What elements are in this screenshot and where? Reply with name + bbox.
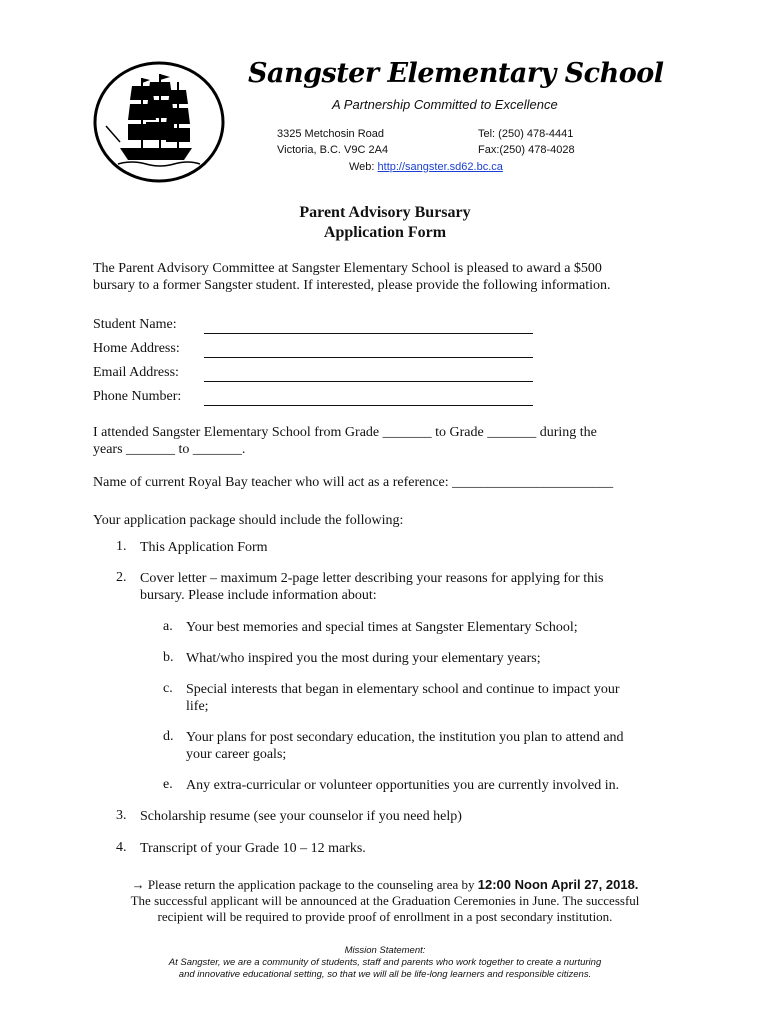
return-note-line-1 [60,877,710,893]
sub-item-d-line-1: Your plans for post secondary education, the institution you plan to attend and [186,730,624,745]
intro-paragraph [93,260,713,294]
item-number-1: 1. [116,539,127,554]
sub-item-c [186,681,686,715]
attended-paragraph [93,424,713,458]
mission-line-1: At Sangster, we are a community of students, staff and parents who work together to create a nurturing [168,957,602,968]
website-link[interactable]: http://sangster.sd62.bc.ca [377,161,503,173]
student-name-label: Student Name: [93,317,177,332]
package-intro: Your application package should include the following: [93,513,404,528]
return-note-prefix: → Please return the application package to the counseling area by [131,877,478,892]
sub-item-c-line-1: Special interests that began in elementary school and continue to impact your [186,682,620,697]
item-2-line-1: Cover letter – maximum 2-page letter describing your reasons for applying for this [140,571,604,586]
sub-item-d-line-2: your career goals; [186,747,287,762]
ship-logo-icon [92,60,226,184]
sub-item-letter-c: c. [163,681,173,696]
sub-item-d [186,729,686,763]
form-title-line-1: Parent Advisory Bursary [299,204,471,221]
phone-number-field[interactable] [204,404,533,406]
mission-line-2: and innovative educational setting, so that we will all be life-long learners and responsible citizens. [178,969,592,980]
website-line [349,161,503,173]
school-logo [92,60,226,184]
student-name-field[interactable] [204,332,533,334]
sub-item-c-line-2: life; [186,699,209,714]
form-title-line-2: Application Form [323,224,447,241]
school-name: Sangster Elementary School [248,58,664,89]
item-1: This Application Form [140,540,268,555]
return-deadline: 12:00 Noon April 27, 2018. [477,877,639,892]
item-number-4: 4. [116,840,127,855]
email-address-field[interactable] [204,380,533,382]
phone-number-label: Phone Number: [93,389,182,404]
item-number-3: 3. [116,808,127,823]
attended-line-1: I attended Sangster Elementary School from Grade _______ to Grade _______ during the [93,425,597,440]
sub-item-letter-d: d. [163,729,174,744]
address-line-2: Victoria, B.C. V9C 2A4 [277,144,389,156]
mission-statement [60,945,710,981]
fax: Fax:(250) 478-4028 [478,144,575,156]
sub-item-e [186,777,686,794]
sub-item-b [186,650,686,667]
item-number-2: 2. [116,570,127,585]
telephone: Tel: (250) 478-4441 [478,128,574,140]
sub-item-letter-a: a. [163,619,173,634]
return-note-line-2: The successful applicant will be announced at the Graduation Ceremonies in June. The successful [130,893,640,908]
email-address-label: Email Address: [93,365,179,380]
return-note-line-3: recipient will be required to provide proof of enrollment in a post secondary institution. [157,909,613,924]
mission-heading: Mission Statement: [344,945,426,956]
home-address-label: Home Address: [93,341,180,356]
intro-line-1: The Parent Advisory Committee at Sangster Elementary School is pleased to award a $500 [93,261,602,276]
item-2-line-2: bursary. Please include information about: [140,588,377,603]
address-line-1: 3325 Metchosin Road [277,128,385,140]
reference-line: Name of current Royal Bay teacher who will act as a reference: _______________________ [93,475,614,490]
sub-item-a [186,619,686,636]
sub-item-b-line-1: What/who inspired you the most during your elementary years; [186,651,541,666]
sub-item-letter-e: e. [163,777,173,792]
sub-item-e-line-1: Any extra-curricular or volunteer opportunities you are currently involved in. [186,778,620,793]
return-note [60,877,710,925]
school-tagline: A Partnership Committed to Excellence [332,97,558,112]
attended-line-2: years _______ to _______. [93,442,246,457]
intro-line-2: bursary to a former Sangster student. If interested, please provide the following information. [93,278,611,293]
item-3: Scholarship resume (see your counselor if you need help) [140,809,462,824]
sub-item-a-line-1: Your best memories and special times at Sangster Elementary School; [186,620,578,635]
sub-item-letter-b: b. [163,650,174,665]
item-4: Transcript of your Grade 10 – 12 marks. [140,841,366,856]
home-address-field[interactable] [204,356,533,358]
item-2 [140,570,700,604]
website-label: Web: [349,161,378,173]
